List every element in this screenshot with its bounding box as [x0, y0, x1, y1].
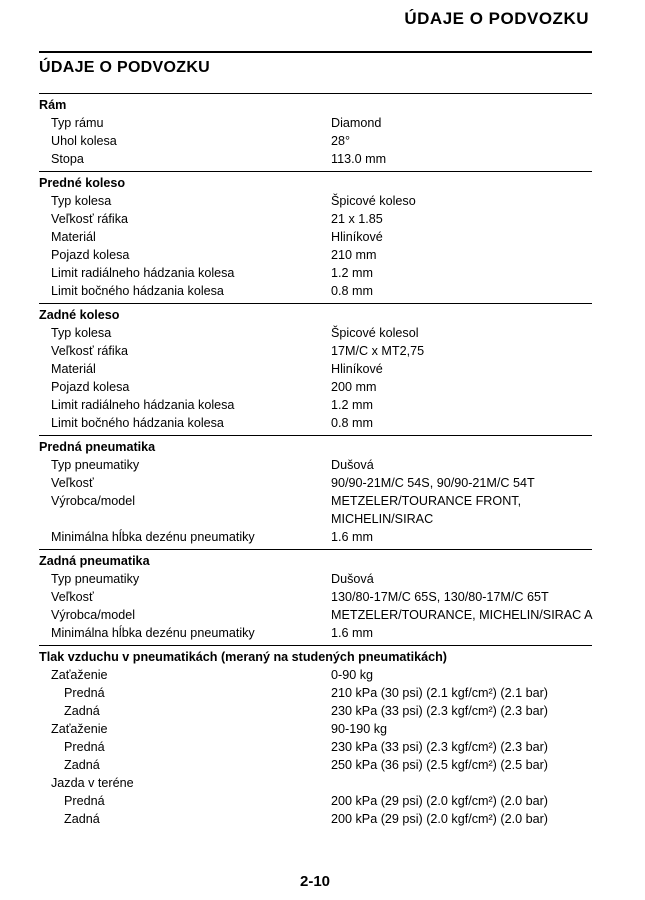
- spec-group-title: Predné koleso: [39, 176, 126, 190]
- spec-group: [39, 435, 592, 549]
- spec-label: [39, 510, 331, 528]
- spec-label: Materiál: [51, 362, 96, 376]
- spec-label: Stopa: [51, 152, 84, 166]
- spec-group: [39, 303, 592, 435]
- spec-label: Predná: [64, 740, 105, 754]
- spec-label: Zadná: [64, 758, 100, 772]
- spec-group: [39, 93, 592, 171]
- spec-label: Zaťaženie: [51, 722, 108, 736]
- spec-label: Jazda v teréne: [51, 776, 134, 790]
- spec-label: Typ pneumatiky: [51, 458, 140, 472]
- spec-row: [39, 510, 592, 528]
- spec-group-title: Zadná pneumatika: [39, 554, 150, 568]
- spec-label: Typ kolesa: [51, 326, 112, 340]
- spec-row: [39, 132, 592, 150]
- spec-value: Špicové kolesol: [331, 326, 419, 340]
- spec-row: [39, 738, 592, 756]
- spec-value: Hliníkové: [331, 362, 383, 376]
- spec-label: Výrobca/model: [51, 494, 135, 508]
- spec-value: METZELER/TOURANCE FRONT,: [331, 494, 522, 508]
- spec-value: Dušová: [331, 572, 374, 586]
- spec-label: Predná: [64, 794, 105, 808]
- spec-value: 1.6 mm: [331, 626, 373, 640]
- spec-group: [39, 645, 592, 831]
- spec-label: Zadná: [64, 704, 100, 718]
- spec-label: Typ rámu: [51, 116, 104, 130]
- spec-label: Limit radiálneho hádzania kolesa: [51, 398, 235, 412]
- spec-row: [39, 264, 592, 282]
- spec-label: Limit radiálneho hádzania kolesa: [51, 266, 235, 280]
- spec-value: 90-190 kg: [331, 722, 388, 736]
- spec-value: 17M/C x MT2,75: [331, 344, 425, 358]
- spec-value: 210 kPa (30 psi) (2.1 kgf/cm²) (2.1 bar): [331, 686, 548, 700]
- spec-label: Typ pneumatiky: [51, 572, 140, 586]
- spec-label: Minimálna hĺbka dezénu pneumatiky: [51, 626, 255, 640]
- spec-group: [39, 549, 592, 645]
- spec-table: [39, 93, 592, 831]
- spec-row: [39, 378, 592, 396]
- spec-row: [39, 456, 592, 474]
- spec-row: [39, 474, 592, 492]
- spec-row: [39, 606, 592, 624]
- spec-value: 0.8 mm: [331, 284, 373, 298]
- spec-row: [39, 528, 592, 546]
- spec-value: 250 kPa (36 psi) (2.5 kgf/cm²) (2.5 bar): [331, 758, 548, 772]
- spec-label: Veľkosť ráfika: [51, 212, 128, 226]
- spec-label: Veľkosť ráfika: [51, 344, 128, 358]
- spec-value: Dušová: [331, 458, 374, 472]
- spec-value: 21 x 1.85: [331, 212, 383, 226]
- spec-label: Limit bočného hádzania kolesa: [51, 284, 224, 298]
- spec-value: 230 kPa (33 psi) (2.3 kgf/cm²) (2.3 bar): [331, 740, 548, 754]
- spec-value: Hliníkové: [331, 230, 383, 244]
- spec-label: Minimálna hĺbka dezénu pneumatiky: [51, 530, 255, 544]
- spec-label: Veľkosť: [51, 590, 94, 604]
- spec-row: [39, 342, 592, 360]
- spec-value: METZELER/TOURANCE, MICHELIN/SIRAC A: [331, 608, 593, 622]
- spec-value: 200 kPa (29 psi) (2.0 kgf/cm²) (2.0 bar): [331, 794, 548, 808]
- spec-label: Predná: [64, 686, 105, 700]
- spec-label: Pojazd kolesa: [51, 248, 130, 262]
- spec-value: 130/80-17M/C 65S, 130/80-17M/C 65T: [331, 590, 549, 604]
- spec-row: [39, 684, 592, 702]
- spec-row: [39, 324, 592, 342]
- spec-value: 1.6 mm: [331, 530, 373, 544]
- spec-row: [39, 492, 592, 510]
- spec-value: Špicové koleso: [331, 194, 416, 208]
- spec-row: [39, 210, 592, 228]
- spec-value: 210 mm: [331, 248, 377, 262]
- spec-value: Diamond: [331, 116, 382, 130]
- spec-row: [39, 702, 592, 720]
- spec-value: 90/90-21M/C 54S, 90/90-21M/C 54T: [331, 476, 535, 490]
- page-header-title: ÚDAJE O PODVOZKU: [404, 9, 589, 28]
- spec-label: Materiál: [51, 230, 96, 244]
- spec-group-title: Predná pneumatika: [39, 440, 156, 454]
- spec-value: 0-90 kg: [331, 668, 374, 682]
- spec-group-title: Rám: [39, 98, 67, 112]
- spec-row: [39, 114, 592, 132]
- spec-label: Pojazd kolesa: [51, 380, 130, 394]
- spec-row: [39, 588, 592, 606]
- spec-row: [39, 624, 592, 642]
- spec-value: 28°: [331, 134, 351, 148]
- spec-label: Zadná: [64, 812, 100, 826]
- spec-row: [39, 792, 592, 810]
- spec-row: [39, 228, 592, 246]
- header-divider: [39, 51, 592, 53]
- spec-value: 0.8 mm: [331, 416, 373, 430]
- spec-value: MICHELIN/SIRAC: [331, 512, 434, 526]
- spec-value: 1.2 mm: [331, 266, 373, 280]
- spec-row: [39, 756, 592, 774]
- spec-label: Uhol kolesa: [51, 134, 117, 148]
- spec-row: [39, 570, 592, 588]
- spec-value: [331, 774, 592, 792]
- spec-row: [39, 282, 592, 300]
- page-number: 2-10: [300, 873, 331, 890]
- spec-row: [39, 150, 592, 168]
- spec-value: 113.0 mm: [331, 152, 387, 166]
- spec-label: Limit bočného hádzania kolesa: [51, 416, 224, 430]
- spec-group: [39, 171, 592, 303]
- spec-value: 200 mm: [331, 380, 377, 394]
- spec-row: [39, 414, 592, 432]
- spec-label: Výrobca/model: [51, 608, 135, 622]
- spec-row: [39, 360, 592, 378]
- spec-row: [39, 666, 592, 684]
- spec-row: [39, 774, 592, 792]
- spec-row: [39, 720, 592, 738]
- spec-group-title: Tlak vzduchu v pneumatikách (meraný na studených pneumatikách): [39, 650, 448, 664]
- spec-label: Zaťaženie: [51, 668, 108, 682]
- spec-label: Typ kolesa: [51, 194, 112, 208]
- spec-row: [39, 396, 592, 414]
- spec-row: [39, 192, 592, 210]
- spec-label: Veľkosť: [51, 476, 94, 490]
- section-title: ÚDAJE O PODVOZKU: [39, 59, 211, 76]
- spec-value: 1.2 mm: [331, 398, 373, 412]
- spec-value: 230 kPa (33 psi) (2.3 kgf/cm²) (2.3 bar): [331, 704, 548, 718]
- spec-group-title: Zadné koleso: [39, 308, 120, 322]
- spec-row: [39, 246, 592, 264]
- spec-value: 200 kPa (29 psi) (2.0 kgf/cm²) (2.0 bar): [331, 812, 548, 826]
- spec-row: [39, 810, 592, 828]
